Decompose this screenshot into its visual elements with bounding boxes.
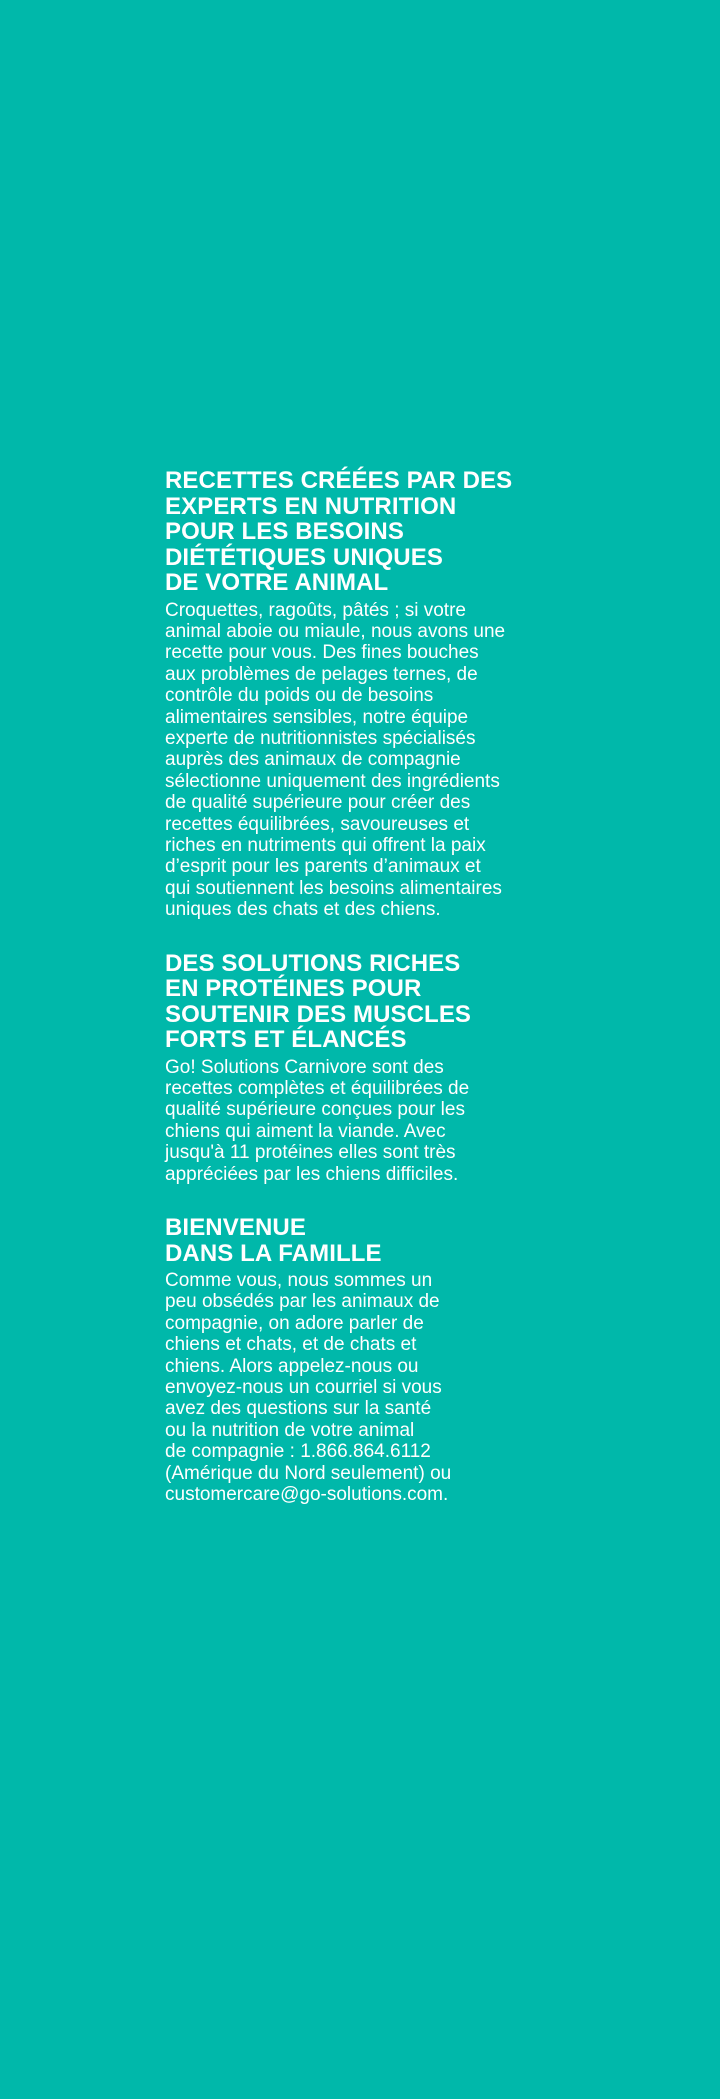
section-body: Croquettes, ragoûts, pâtés ; si votre animal aboie ou miaule, nous avons une recette pour vous. Des fines bouches aux problèmes de pelages ternes, de contrôle du poids ou de besoins alimentaires sensibles, notre équipe experte de nutritionnistes spécialisés auprès des animaux de compagnie sélectionne uniquement des ingrédients de qualité supérieure pour créer des recettes équilibrées, savoureuses et riches en nutriments qui offrent la paix d’esprit pour les parents d’animaux et qui soutiennent les besoins alimentaires uniques des chats et des chiens.	[165, 599, 506, 921]
section-heading: BIENVENUE DANS LA FAMILLE	[165, 1214, 382, 1267]
section-body: Comme vous, nous sommes un peu obsédés par les animaux de compagnie, on adore parler de chiens et chats, et de chats et chiens. Alors appelez-nous ou envoyez-nous un courriel si vous avez des questions sur la santé ou la nutrition de votre animal de compagnie : 1.866.864.6112 (Amérique du Nord seulement) ou customercare@go-solutions.com.	[165, 1270, 452, 1506]
section-heading: RECETTES CRÉÉES PAR DES EXPERTS EN NUTRITION POUR LES BESOINS DIÉTÉTIQUES UNIQUES DE VOTRE ANIMAL	[165, 467, 513, 596]
section-nutrition-experts	[165, 468, 565, 921]
section-body: Go! Solutions Carnivore sont des recettes complètes et équilibrées de qualité supérieure conçues pour les chiens qui aiment la viande. Avec jusqu'à 11 protéines elles sont très appréciées par les chiens difficiles.	[165, 1056, 470, 1185]
section-welcome-family	[165, 1215, 565, 1505]
section-heading: DES SOLUTIONS RICHES EN PROTÉINES POUR SOUTENIR DES MUSCLES FORTS ET ÉLANCÉS	[165, 949, 472, 1054]
content-column	[165, 468, 565, 1536]
section-protein-solutions	[165, 951, 565, 1185]
